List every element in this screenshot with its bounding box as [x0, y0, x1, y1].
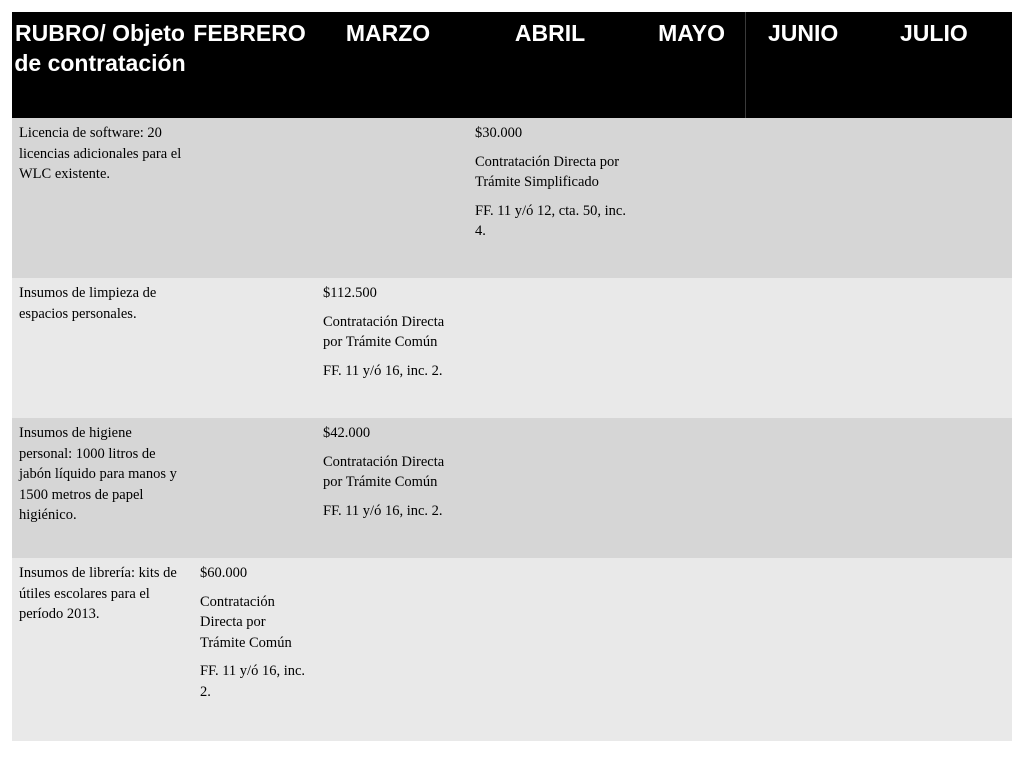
contract-mode-text: Contratación Directa por Trámite Simplificado	[475, 153, 620, 190]
funding-source-text: FF. 11 y/ó 16, inc. 2.	[323, 362, 443, 379]
procurement-table	[12, 12, 1012, 741]
rubro-cell: Licencia de software: 20 licencias adicionales para el WLC existente.	[19, 125, 182, 182]
header-abril: ABRIL	[465, 12, 635, 118]
rubro-cell: Insumos de limpieza de espacios personales.	[19, 285, 157, 322]
contract-mode-text: Contratación Directa por Trámite Común	[323, 313, 445, 350]
rubro-cell: Insumos de librería: kits de útiles escolares para el período 2013.	[19, 565, 177, 622]
schedule-cell	[193, 558, 316, 741]
header-febrero: FEBRERO	[188, 12, 311, 118]
amount-text: $30.000	[475, 125, 523, 141]
funding-source-text: FF. 11 y/ó 12, cta. 50, inc. 4.	[475, 202, 626, 239]
amount-text: $60.000	[200, 565, 248, 581]
schedule-cell	[316, 278, 465, 418]
funding-source-text: FF. 11 y/ó 16, inc. 2.	[323, 502, 443, 519]
contract-mode-text: Contratación Directa por Trámite Común	[323, 453, 445, 490]
header-mayo: MAYO	[635, 12, 745, 118]
header-rubro: RUBRO/ Objeto de contratación	[12, 12, 188, 118]
amount-text: $42.000	[323, 425, 371, 441]
schedule-cell	[316, 418, 465, 558]
header-marzo: MARZO	[311, 12, 465, 118]
contract-mode-text: Contratación Directa por Trámite Común	[200, 593, 292, 651]
header-julio: JULIO	[878, 12, 1012, 118]
schedule-cell	[468, 118, 635, 278]
amount-text: $112.500	[323, 285, 377, 301]
funding-source-text: FF. 11 y/ó 16, inc. 2.	[200, 663, 306, 700]
header-junio: JUNIO	[745, 12, 878, 118]
rubro-cell: Insumos de higiene personal: 1000 litros de jabón líquido para manos y 1500 metros de papel higiénico.	[19, 425, 177, 523]
